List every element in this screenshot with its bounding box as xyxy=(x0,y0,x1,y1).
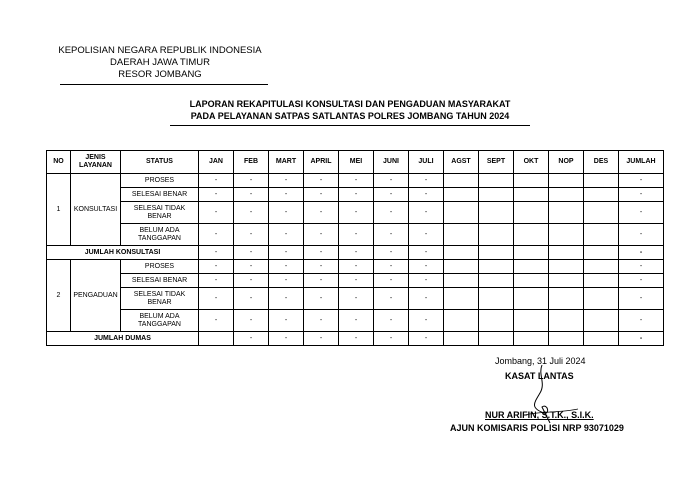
column-header: JAN xyxy=(199,151,234,174)
status-cell: BELUM ADA TANGGAPAN xyxy=(121,224,199,246)
status-cell: PROSES xyxy=(121,260,199,274)
title-line-2: PADA PELAYANAN SATPAS SATLANTAS POLRES JOMBANG TAHUN 2024 xyxy=(190,111,510,121)
value-cell: - xyxy=(409,202,444,224)
table-header-row xyxy=(47,151,664,174)
value-cell xyxy=(514,224,549,246)
value-cell xyxy=(549,310,584,332)
column-header: MEI xyxy=(339,151,374,174)
status-cell: SELESAI BENAR xyxy=(121,188,199,202)
value-cell: - xyxy=(619,174,664,188)
title-underline xyxy=(170,125,530,126)
value-cell: - xyxy=(269,310,304,332)
total-value-cell xyxy=(549,332,584,346)
value-cell: - xyxy=(339,274,374,288)
value-cell: - xyxy=(619,224,664,246)
value-cell: - xyxy=(339,288,374,310)
value-cell: - xyxy=(374,174,409,188)
status-cell: SELESAI BENAR xyxy=(121,274,199,288)
recap-table xyxy=(46,150,664,346)
total-value-cell xyxy=(549,246,584,260)
value-cell: - xyxy=(304,288,339,310)
value-cell: - xyxy=(374,188,409,202)
value-cell xyxy=(479,202,514,224)
signatory-name: NUR ARIFIN, S.T.K., S.I.K. xyxy=(485,410,594,420)
value-cell: - xyxy=(269,174,304,188)
total-value-cell: - xyxy=(304,246,339,260)
value-cell xyxy=(549,174,584,188)
value-cell: - xyxy=(339,260,374,274)
value-cell xyxy=(549,274,584,288)
total-value-cell: - xyxy=(409,246,444,260)
value-cell: - xyxy=(199,260,234,274)
header-underline xyxy=(60,84,268,85)
value-cell xyxy=(479,174,514,188)
value-cell xyxy=(479,274,514,288)
total-value-cell: - xyxy=(199,246,234,260)
value-cell: - xyxy=(409,288,444,310)
row-number: 1 xyxy=(47,174,71,246)
value-cell xyxy=(444,260,479,274)
value-cell: - xyxy=(304,202,339,224)
total-value-cell: - xyxy=(234,332,269,346)
institution-header xyxy=(50,45,270,81)
total-value-cell xyxy=(479,246,514,260)
signatory-office: KASAT LANTAS xyxy=(505,371,574,381)
value-cell: - xyxy=(409,224,444,246)
value-cell: - xyxy=(339,202,374,224)
table-row xyxy=(47,188,664,202)
value-cell xyxy=(479,224,514,246)
value-cell: - xyxy=(199,274,234,288)
value-cell: - xyxy=(269,274,304,288)
value-cell xyxy=(514,174,549,188)
total-value-cell: - xyxy=(304,332,339,346)
value-cell: - xyxy=(269,202,304,224)
value-cell: - xyxy=(619,274,664,288)
service-type: PENGADUAN xyxy=(71,260,121,332)
total-value-cell xyxy=(584,246,619,260)
column-header: JENIS LAYANAN xyxy=(71,151,121,174)
value-cell: - xyxy=(199,188,234,202)
value-cell xyxy=(514,288,549,310)
status-cell: PROSES xyxy=(121,174,199,188)
value-cell xyxy=(584,310,619,332)
value-cell xyxy=(549,260,584,274)
value-cell: - xyxy=(619,188,664,202)
header-line-1: KEPOLISIAN NEGARA REPUBLIK INDONESIA xyxy=(58,45,262,56)
total-value-cell: - xyxy=(409,332,444,346)
value-cell: - xyxy=(374,310,409,332)
value-cell: - xyxy=(339,188,374,202)
service-type: KONSULTASI xyxy=(71,174,121,246)
value-cell xyxy=(444,224,479,246)
value-cell: - xyxy=(374,274,409,288)
total-value-cell xyxy=(514,246,549,260)
value-cell xyxy=(549,224,584,246)
value-cell: - xyxy=(304,188,339,202)
place-date: Jombang, 31 Juli 2024 xyxy=(495,356,586,366)
value-cell: - xyxy=(234,260,269,274)
value-cell: - xyxy=(304,224,339,246)
value-cell: - xyxy=(619,260,664,274)
value-cell xyxy=(479,288,514,310)
table-row xyxy=(47,274,664,288)
value-cell xyxy=(479,260,514,274)
total-value-cell: - xyxy=(619,246,664,260)
value-cell: - xyxy=(269,188,304,202)
total-label: JUMLAH DUMAS xyxy=(47,332,199,346)
total-row xyxy=(47,332,664,346)
value-cell: - xyxy=(374,260,409,274)
total-value-cell: - xyxy=(374,332,409,346)
value-cell xyxy=(584,174,619,188)
column-header: FEB xyxy=(234,151,269,174)
value-cell: - xyxy=(409,310,444,332)
value-cell xyxy=(444,202,479,224)
total-value-cell xyxy=(514,332,549,346)
column-header: JUNI xyxy=(374,151,409,174)
value-cell: - xyxy=(619,310,664,332)
value-cell: - xyxy=(339,310,374,332)
total-value-cell: - xyxy=(619,332,664,346)
value-cell: - xyxy=(304,174,339,188)
value-cell xyxy=(514,310,549,332)
value-cell xyxy=(584,224,619,246)
signatory-rank: AJUN KOMISARIS POLISI NRP 93071029 xyxy=(450,423,624,433)
total-value-cell xyxy=(444,246,479,260)
column-header: JULI xyxy=(409,151,444,174)
value-cell: - xyxy=(304,310,339,332)
value-cell xyxy=(514,202,549,224)
value-cell: - xyxy=(619,288,664,310)
table-row xyxy=(47,288,664,310)
column-header: STATUS xyxy=(121,151,199,174)
value-cell: - xyxy=(199,310,234,332)
value-cell: - xyxy=(339,174,374,188)
value-cell: - xyxy=(269,224,304,246)
value-cell: - xyxy=(409,260,444,274)
title-line-1: LAPORAN REKAPITULASI KONSULTASI DAN PENGADUAN MASYARAKAT xyxy=(189,99,511,109)
value-cell: - xyxy=(199,174,234,188)
value-cell xyxy=(514,188,549,202)
value-cell xyxy=(584,188,619,202)
value-cell xyxy=(444,274,479,288)
value-cell xyxy=(479,310,514,332)
value-cell: - xyxy=(269,288,304,310)
value-cell xyxy=(444,188,479,202)
value-cell: - xyxy=(619,202,664,224)
value-cell: - xyxy=(409,174,444,188)
value-cell: - xyxy=(234,288,269,310)
status-cell: SELESAI TIDAK BENAR xyxy=(121,288,199,310)
report-title xyxy=(160,98,540,122)
value-cell: - xyxy=(339,224,374,246)
value-cell xyxy=(584,202,619,224)
value-cell xyxy=(549,188,584,202)
total-value-cell: - xyxy=(269,246,304,260)
status-cell: SELESAI TIDAK BENAR xyxy=(121,202,199,224)
value-cell: - xyxy=(374,202,409,224)
value-cell xyxy=(444,174,479,188)
value-cell xyxy=(444,310,479,332)
table-row xyxy=(47,310,664,332)
column-header: SEPT xyxy=(479,151,514,174)
header-line-3: RESOR JOMBANG xyxy=(118,69,202,80)
value-cell xyxy=(584,260,619,274)
value-cell: - xyxy=(269,260,304,274)
table-row xyxy=(47,260,664,274)
column-header: OKT xyxy=(514,151,549,174)
total-value-cell: - xyxy=(339,332,374,346)
value-cell xyxy=(514,260,549,274)
total-value-cell xyxy=(479,332,514,346)
value-cell: - xyxy=(304,260,339,274)
value-cell: - xyxy=(409,188,444,202)
status-cell: BELUM ADA TANGGAPAN xyxy=(121,310,199,332)
value-cell: - xyxy=(234,310,269,332)
total-value-cell: - xyxy=(269,332,304,346)
value-cell xyxy=(444,288,479,310)
value-cell: - xyxy=(234,174,269,188)
table-row xyxy=(47,224,664,246)
value-cell: - xyxy=(234,188,269,202)
total-value-cell: - xyxy=(374,246,409,260)
value-cell: - xyxy=(304,274,339,288)
total-value-cell xyxy=(444,332,479,346)
value-cell: - xyxy=(199,224,234,246)
column-header: NO xyxy=(47,151,71,174)
value-cell: - xyxy=(234,274,269,288)
table-row xyxy=(47,174,664,188)
column-header: NOP xyxy=(549,151,584,174)
total-value-cell xyxy=(584,332,619,346)
total-label: JUMLAH KONSULTASI xyxy=(47,246,199,260)
total-value-cell: - xyxy=(339,246,374,260)
value-cell: - xyxy=(234,224,269,246)
value-cell: - xyxy=(374,288,409,310)
value-cell: - xyxy=(199,288,234,310)
value-cell xyxy=(479,188,514,202)
column-header: AGST xyxy=(444,151,479,174)
value-cell: - xyxy=(374,224,409,246)
value-cell xyxy=(549,288,584,310)
value-cell: - xyxy=(199,202,234,224)
value-cell xyxy=(584,288,619,310)
value-cell xyxy=(584,274,619,288)
table-row xyxy=(47,202,664,224)
header-line-2: DAERAH JAWA TIMUR xyxy=(110,57,210,68)
total-value-cell: - xyxy=(234,246,269,260)
value-cell: - xyxy=(234,202,269,224)
table-body xyxy=(47,174,664,346)
total-value-cell xyxy=(199,332,234,346)
row-number: 2 xyxy=(47,260,71,332)
column-header: APRIL xyxy=(304,151,339,174)
value-cell xyxy=(514,274,549,288)
column-header: DES xyxy=(584,151,619,174)
value-cell xyxy=(549,202,584,224)
value-cell: - xyxy=(409,274,444,288)
total-row xyxy=(47,246,664,260)
column-header: JUMLAH xyxy=(619,151,664,174)
column-header: MART xyxy=(269,151,304,174)
